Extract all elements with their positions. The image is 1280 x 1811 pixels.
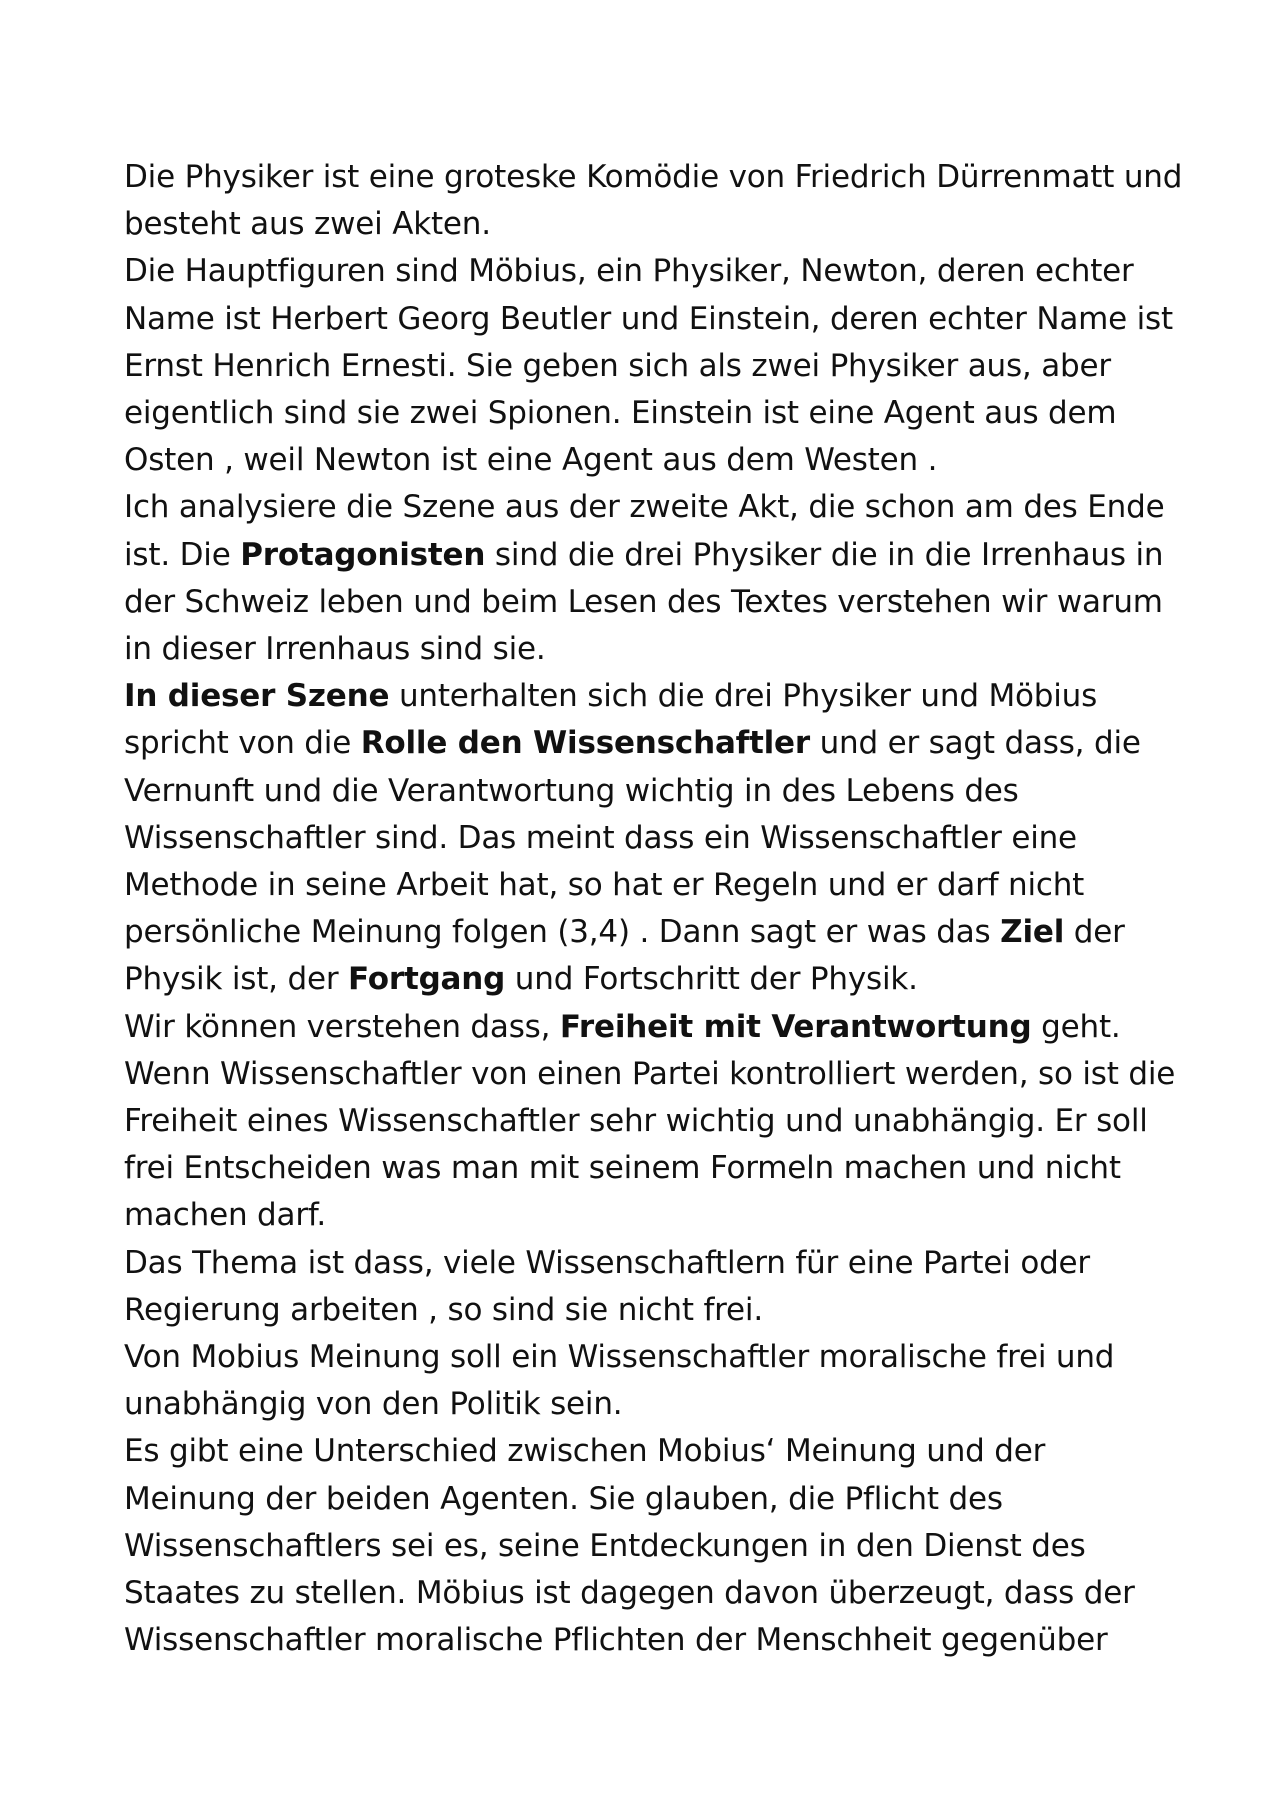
paragraph-scene-analysis: Ich analysiere die Szene aus der zweite Akt, die schon am des Ende ist. Die Protagonisten sind die drei Physiker die in die Irrenhaus in der Schweiz leben und beim Lesen des Textes verstehen wir warum in dieser Irrenhaus sind sie. xyxy=(124,489,1165,668)
paragraph-scientist-role: In dieser Szene unterhalten sich die drei Physiker und Möbius spricht von die Rolle den Wissenschaftler und er sagt dass, die Vernunft und die Verantwortung wichtig in des Lebens des Wissenschaftler sind. Das meint dass ein Wissenschaftler eine Methode in seine Arbeit hat, so hat er Regeln und er darf nicht persönliche Meinung folgen (3,4) . Dann sagt er was das Ziel der Physik ist, der Fortgang und Fortschritt der Physik. xyxy=(124,678,1141,998)
paragraph-freedom: Wir können verstehen dass, Freiheit mit Verantwortung geht. Wenn Wissenschaftler von einen Partei kontrolliert werden, so ist die Freiheit eines Wissenschaftler sehr wichtig und unabhängig. Er soll frei Entscheiden was man mit seinem Formeln machen und nicht machen darf. xyxy=(124,1008,1176,1234)
bold-term: Freiheit mit Verantwortung xyxy=(559,1008,1032,1045)
bold-term: Fortgang xyxy=(348,961,506,998)
bold-term: Rolle den Wissenschaftler xyxy=(360,725,810,762)
paragraph-mobius-opinion: Von Mobius Meinung soll ein Wissenschaftler moralische frei und unabhängig von den Politik sein. xyxy=(124,1339,1115,1423)
bold-term: Ziel xyxy=(1000,914,1065,951)
paragraph-theme: Das Thema ist dass, viele Wissenschaftlern für eine Partei oder Regierung arbeiten , so sind sie nicht frei. xyxy=(124,1244,1090,1328)
paragraph-characters: Die Hauptfiguren sind Möbius, ein Physiker, Newton, deren echter Name ist Herbert Georg Beutler und Einstein, deren echter Name ist Ernst Henrich Ernesti. Sie geben sich als zwei Physiker aus, aber eigentlich sind sie zwei Spionen. Einstein ist eine Agent aus dem Osten , weil Newton ist eine Agent aus dem Westen . xyxy=(124,253,1173,479)
bold-term: Protagonisten xyxy=(240,536,486,573)
paragraph-difference: Es gibt eine Unterschied zwischen Mobius‘ Meinung und der Meinung der beiden Agenten. Sie glauben, die Pflicht des Wissenschaftlers sei es, seine Entdeckungen in den Dienst des Staates zu stellen. Möbius ist dagegen davon überzeugt, dass der Wissenschaftler moralische Pflichten der Menschheit gegenüber xyxy=(124,1433,1135,1659)
paragraph-intro: Die Physiker ist eine groteske Komödie von Friedrich Dürrenmatt und besteht aus zwei Akten. xyxy=(124,159,1183,243)
bold-term: In dieser Szene xyxy=(124,678,390,715)
document-body xyxy=(124,154,1184,1665)
